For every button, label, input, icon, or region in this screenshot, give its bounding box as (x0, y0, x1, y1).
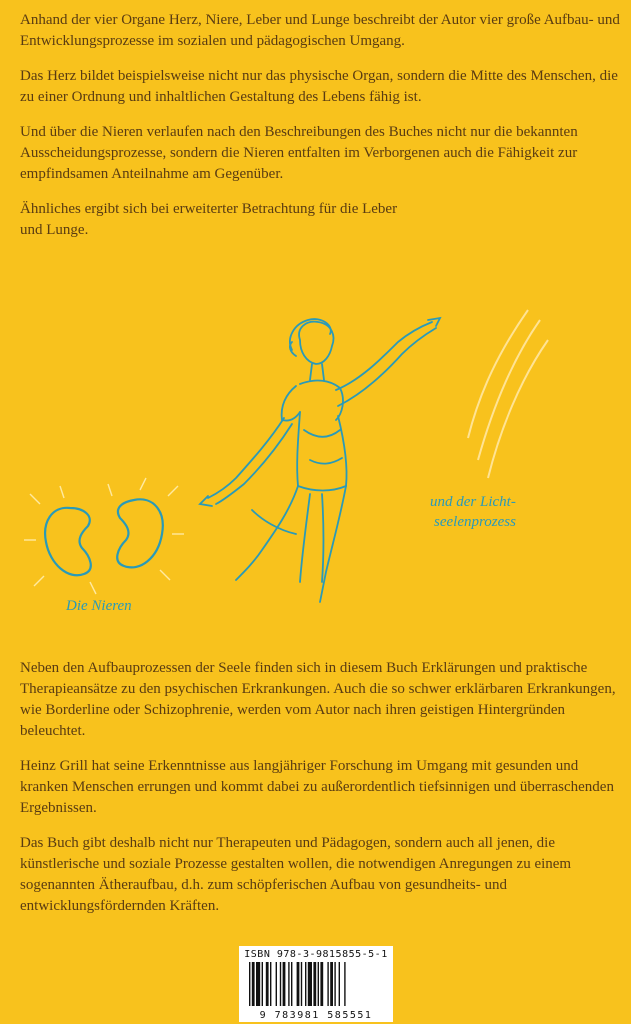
paragraph-therapy: Neben den Aufbauprozessen der Seele finden sich in diesem Buch Erklärungen und praktische Therapieansätze zu den psychischen Erkrankungen. Auch die so schwer erklärbaren Erkrankungen, wie Borderline oder Schizophrenie, werden vom Autor nach ihren geistigen Hintergründen beleuchtet. (20, 660, 616, 739)
light-rays-drawing (468, 310, 548, 478)
barcode-bar (256, 962, 260, 1006)
barcode-bar (305, 962, 306, 1006)
barcode-bar (266, 962, 269, 1006)
barcode-bar (330, 962, 333, 1006)
barcode-bar (334, 962, 335, 1006)
caption-light-process (430, 492, 560, 532)
barcode-bar (344, 962, 345, 1006)
paragraph-kidneys: Und über die Nieren verlaufen nach den Beschreibungen des Buches nicht nur die bekannten Ausscheidungsprozesse, sondern die Nieren entfalten im Verborgenen auch die Fähigkeit zur empfindsamen Anteilnahme am Gegenüber. (20, 124, 578, 182)
paragraph-audience: Das Buch gibt deshalb nicht nur Therapeuten und Pädagogen, sondern auch all jenen, die künstlerische und soziale Prozesse gestalten wollen, die notwendigen Anregungen zu einem sogenannten Ätheraufbau, d.h. zum schöpferischen Aufbau von gesundheits- und entwicklungsfördernden Kräften. (20, 835, 572, 914)
kidneys-drawing (24, 478, 184, 594)
barcode-digits: 9 783981 585551 (259, 1010, 373, 1021)
barcode-bar (301, 962, 302, 1006)
intro-text-block (20, 10, 620, 255)
barcode-bar (270, 962, 271, 1006)
barcode-bar (327, 962, 328, 1006)
barcode-bar (262, 962, 263, 1006)
barcode-bar (276, 962, 277, 1006)
barcode-bar (291, 962, 292, 1006)
barcode-bar (249, 962, 250, 1006)
barcode-bar (252, 962, 255, 1006)
barcode-bar (320, 962, 323, 1006)
barcode-bar (339, 962, 340, 1006)
barcode-bar (288, 962, 289, 1006)
barcode-bar (318, 962, 319, 1006)
barcode-bar (283, 962, 286, 1006)
description-text-block (20, 658, 620, 931)
paragraph-heart: Das Herz bildet beispielsweise nicht nur das physische Organ, sondern die Mitte des Menschen, die zu einer Ordnung und inhaltlichen Gestaltung des Lebens fähig ist. (20, 68, 618, 105)
barcode-bar (297, 962, 300, 1006)
caption-kidneys: Die Nieren (66, 598, 132, 614)
barcode-bar (280, 962, 281, 1006)
caption-light-line2: seelenprozess (434, 514, 516, 530)
paragraph-organs: Anhand der vier Organe Herz, Niere, Leber und Lunge beschreibt der Autor vier große Aufbau- und Entwicklungsprozesse im sozialen und pädagogischen Umgang. (20, 12, 620, 49)
paragraph-liver-lung: Ähnliches ergibt sich bei erweiterter Betrachtung für die Leber und Lunge. (20, 201, 398, 238)
barcode-bars (247, 962, 385, 1006)
human-figure-drawing (200, 318, 440, 602)
figure-illustration (0, 290, 631, 635)
isbn-barcode (239, 946, 393, 1022)
isbn-label: ISBN 978-3-9815855-5-1 (244, 949, 388, 960)
paragraph-author: Heinz Grill hat seine Erkenntnisse aus langjähriger Forschung im Umgang mit gesunden und kranken Menschen errungen und kommt dabei zu außerordentlich tiefsinnigen und überraschenden Ergebnissen. (20, 758, 614, 816)
barcode-bar (313, 962, 316, 1006)
barcode-bar (308, 962, 312, 1006)
caption-light-line1: und der Licht- (430, 494, 516, 510)
